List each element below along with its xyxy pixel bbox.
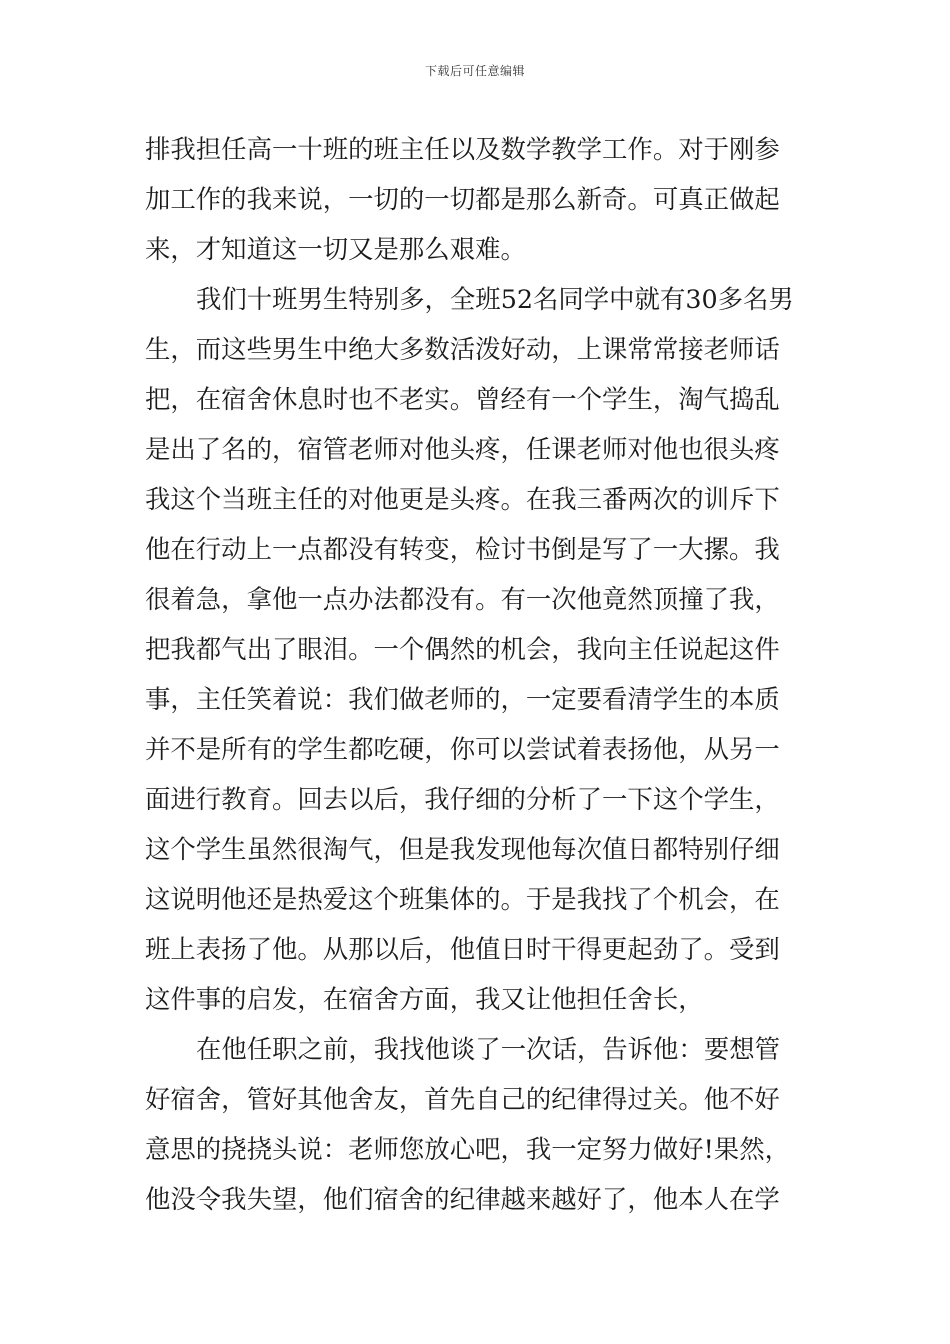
body-text [145,124,807,1224]
text-line: 班上表扬了他。从那以后，他值日时干得更起劲了。受到 [145,934,780,964]
paragraph-first-line: 我们十班男生特别多，全班52名同学中就有30多名男 [196,284,794,314]
text-line: 我这个当班主任的对他更是头疼。在我三番两次的训斥下 [145,484,780,514]
text-line: 把，在宿舍休息时也不老实。曾经有一个学生，淘气捣乱 [145,384,780,414]
text-line: 这件事的启发，在宿舍方面，我又让他担任舍长， [145,984,704,1014]
text-line: 事，主任笑着说：我们做老师的，一定要看清学生的本质 [145,684,780,714]
text-line: 意思的挠挠头说：老师您放心吧，我一定努力做好!果然， [145,1134,790,1164]
text-line: 好宿舍，管好其他舍友，首先自己的纪律得过关。他不好 [145,1084,780,1114]
text-line: 把我都气出了眼泪。一个偶然的机会，我向主任说起这件 [145,634,780,664]
text-line: 并不是所有的学生都吃硬，你可以尝试着表扬他，从另一 [145,734,780,764]
text-line: 来，才知道这一切又是那么艰难。 [145,234,526,264]
text-line: 这说明他还是热爱这个班集体的。于是我找了个机会，在 [145,884,780,914]
text-line: 生，而这些男生中绝大多数活泼好动，上课常常接老师话 [145,334,780,364]
paragraph-first-line: 在他任职之前，我找他谈了一次话，告诉他：要想管 [196,1034,780,1064]
text-line: 他在行动上一点都没有转变，检讨书倒是写了一大摞。我 [145,534,780,564]
header-note: 下载后可任意编辑 [424,64,525,78]
text-line: 排我担任高一十班的班主任以及数学教学工作。对于刚参 [145,134,780,164]
text-line: 面进行教育。回去以后，我仔细的分析了一下这个学生， [145,784,780,814]
text-line: 他没令我失望，他们宿舍的纪律越来越好了，他本人在学 [145,1184,780,1214]
text-line: 加工作的我来说，一切的一切都是那么新奇。可真正做起 [145,184,780,214]
text-line: 是出了名的，宿管老师对他头疼，任课老师对他也很头疼 [145,434,780,464]
text-line: 很着急，拿他一点办法都没有。有一次他竟然顶撞了我， [145,584,780,614]
text-line: 这个学生虽然很淘气，但是我发现他每次值日都特别仔细 [145,834,780,864]
